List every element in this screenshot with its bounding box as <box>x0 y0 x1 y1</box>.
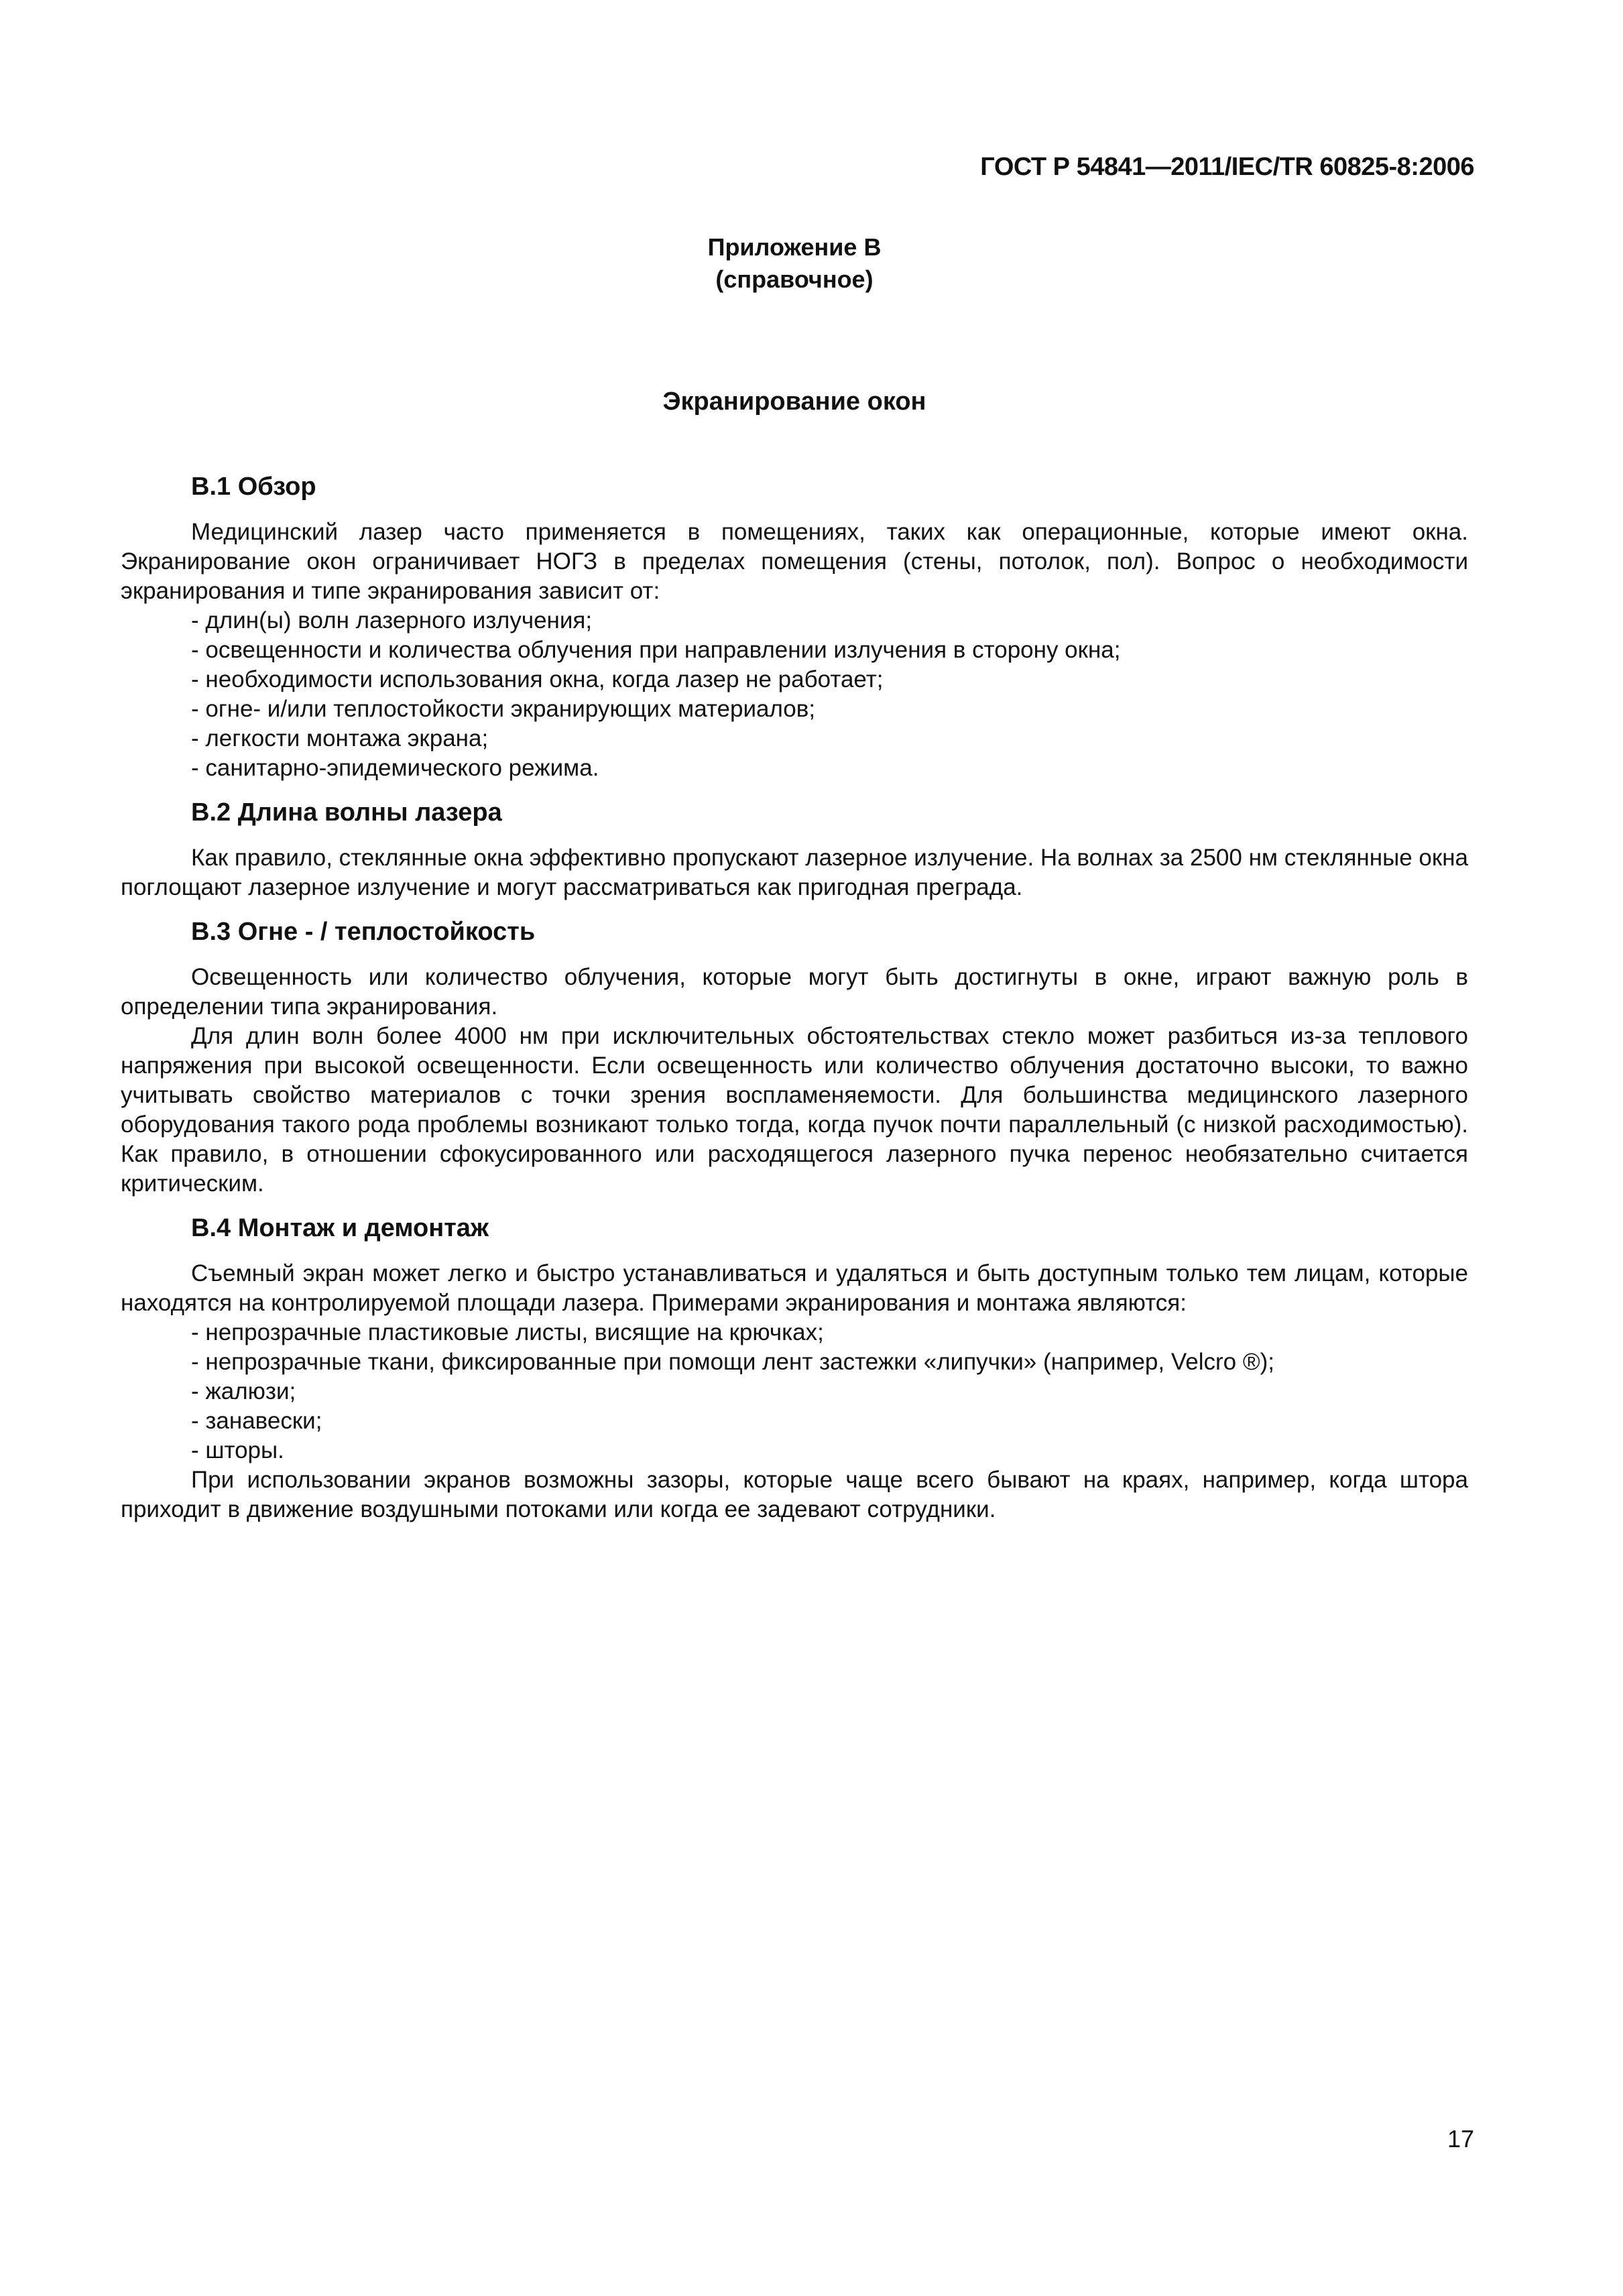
list-item: - занавески; <box>191 1408 322 1434</box>
section-b1 <box>121 469 1468 783</box>
paragraph: Как правило, стеклянные окна эффективно пропускают лазерное излучение. На волнах за 2500 нм стеклянные окна поглощают лазерное излучение и могут рассматриваться как пригодная преграда. <box>121 845 1468 900</box>
paragraph: Съемный экран может легко и быстро устанавливаться и удаляться и быть доступным только тем лицам, которые находятся на контролируемой площади лазера. Примерами экранирования и монтажа являются: <box>121 1260 1468 1316</box>
annex-title: Приложение В <box>707 233 882 261</box>
page-number: 17 <box>1447 2125 1474 2153</box>
list-item: - непрозрачные пластиковые листы, висящие на крючках; <box>191 1319 824 1345</box>
list-item: - длин(ы) волн лазерного излучения; <box>191 607 593 633</box>
paragraph: Освещенность или количество облучения, которые могут быть достигнуты в окне, играют важную роль в определении типа экранирования. <box>121 964 1468 1020</box>
section-b4 <box>121 1211 1468 1524</box>
section-heading: В.2 Длина волны лазера <box>191 798 502 827</box>
paragraph: При использовании экранов возможны зазоры, которые чаще всего бывают на краях, например, когда штора приходит в движение воздушными потоками или когда ее задевают сотрудники. <box>121 1467 1468 1522</box>
document-title: Экранирование окон <box>662 387 926 416</box>
list-item: - санитарно-эпидемического режима. <box>191 755 599 781</box>
list-item: - непрозрачные ткани, фиксированные при помощи лент застежки «липучки» (например, Velcro ®); <box>191 1349 1274 1375</box>
section-b3 <box>121 914 1468 1199</box>
list-item: - необходимости использования окна, когда лазер не работает; <box>191 666 884 692</box>
list-item: - легкости монтажа экрана; <box>191 725 489 751</box>
list-item: - шторы. <box>191 1437 284 1463</box>
annex-type: (справочное) <box>715 265 874 293</box>
list-item: - жалюзи; <box>191 1378 296 1404</box>
bullet-list <box>191 606 1468 783</box>
bullet-list <box>191 1318 1468 1465</box>
annex-header <box>0 231 1589 296</box>
paragraph: Для длин волн более 4000 нм при исключительных обстоятельствах стекло может разбиться из-за теплового напряжения при высокой освещенности. Если освещенность или количество облучения достаточно высоки, то важно учитывать свойство материалов с точки зрения воспламеняемости. Для большинства медицинского лазерного оборудования такого рода проблемы возникают только тогда, когда пучок почти параллельный (с низкой расходимостью). Как правило, в отношении сфокусированного или расходящегося лазерного пучка перенос необязательно считается критическим. <box>121 1023 1468 1197</box>
document-code: ГОСТ Р 54841—2011/IEC/TR 60825-8:2006 <box>980 153 1474 181</box>
section-b2 <box>121 795 1468 902</box>
paragraph: Медицинский лазер часто применяется в помещениях, таких как операционные, которые имеют окна. Экранирование окон ограничивает НОГЗ в пределах помещения (стены, потолок, пол). Вопрос о необходимости экранирования и типе экранирования зависит от: <box>121 519 1468 604</box>
list-item: - огне- и/или теплостойкости экранирующих материалов; <box>191 696 816 722</box>
document-body <box>121 469 1468 1536</box>
section-heading: В.4 Монтаж и демонтаж <box>191 1214 489 1242</box>
list-item: - освещенности и количества облучения при направлении излучения в сторону окна; <box>191 637 1121 663</box>
section-heading: В.3 Огне - / теплостойкость <box>191 918 536 946</box>
section-heading: В.1 Обзор <box>191 473 316 501</box>
